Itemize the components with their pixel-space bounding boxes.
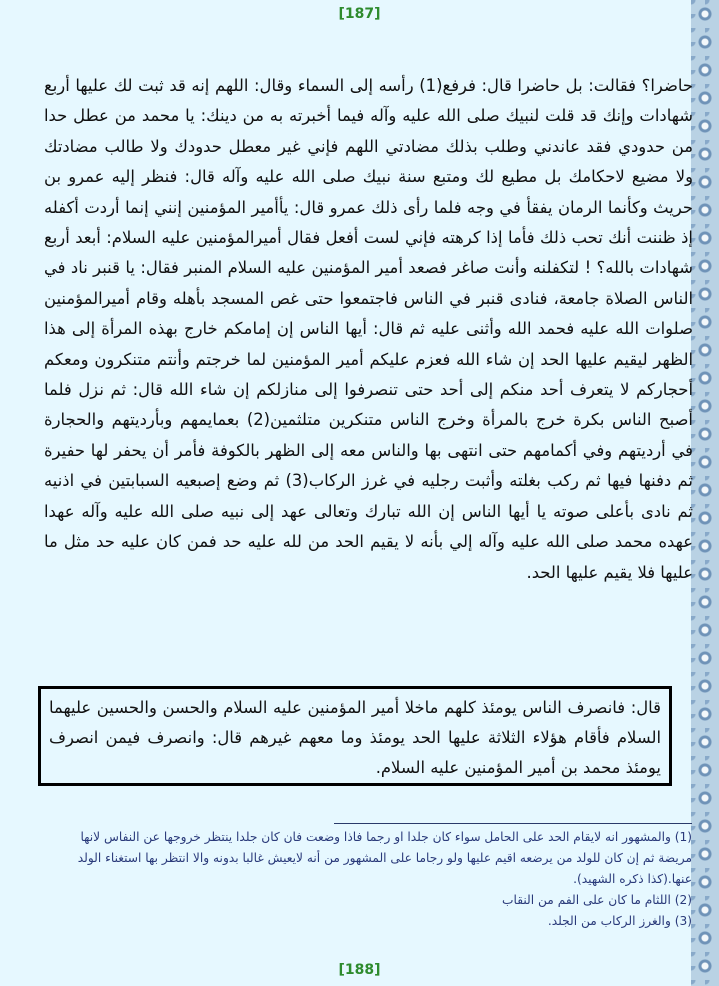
page-number-bottom: [188]: [338, 962, 381, 978]
page-number-top: [187]: [338, 6, 381, 22]
footnote-3: (3) والغرز الركاب من الجلد.: [547, 914, 692, 928]
decorative-page-border: [691, 0, 719, 986]
main-paragraph: حاضرا؟ فقالت: بل حاضرا قال: فرفع(1) رأسه إلى السماء وقال: اللهم إنه قد ثبت لك عليها أربع شهادات وإنك قد قلت لنبيك صلى الله عليه وآله فيما أخبرته به من دينك: يا محمد من عطل حدا من حدودي فقد عاندني وطلب بذلك مضادتي اللهم فإني غير معطل حدودك ولا طالب مضادتك ولا مضيع لاحكامك بل مطيع لك ومتبع سنة نبيك صلى الله عليه وآله قال: فنظر إليه عمرو بن حريث وكأنما الرمان يفقأ في وجه فلما رأى ذلك عمرو قال: يأأمير المؤمنين إنني إنما أردت أكفله إذ ظننت أنك تحب ذلك فأما إذا كرهته فإني لست أفعل فقال أميرالمؤمنين عليه السلام: أبعد أربع شهادات بالله؟ ! لتكفلنه وأنت صاغر فصعد أمير المؤمنين عليه السلام المنبر فقال: يا قنبر ناد في الناس الصلاة جامعة، فنادى قنبر في الناس فاجتمعوا حتى غص المسجد بأهله وقام أميرالمؤمنين صلوات الله عليه فحمد الله وأثنى عليه ثم قال: أيها الناس إن إمامكم خارج بهذه المرأة إلى هذا الظهر ليقيم عليها الحد إن شاء الله فعزم عليكم أمير المؤمنين لما خرجتم وأنتم متنكرون ومعكم أحجاركم لا يتعرف أحد منكم إلى أحد حتى تنصرفوا إلى منازلكم إن شاء الله قال: ثم نزل فلما أصبح الناس بكرة خرج بالمرأة وخرج الناس متنكرين متلثمين(2) بعمايمهم وبأرديتهم والحجارة في أرديتهم وفي أكمامهم حتى انتهى بها والناس معه إلى الظهر بالكوفة فأمر أن يحفر لها حفيرة ثم دفنها فيها ثم ركب بغلته وأثبت رجليه في غرز الركاب(3) ثم وضع إصبعيه السبابتين في اذنيه ثم نادى بأعلى صوته يا أيها الناس إن الله تبارك وتعالى عهد إلى نبيه صلى الله عليه وآله عهدا عهده محمد صلى الله عليه وآله إلي بأنه لا يقيم الحد من لله عليه حد فمن كان عليه حد مثل ما عليها فلا يقيم عليها الحد.: [44, 76, 693, 582]
footnote-2: (2) اللثام ما كان على الفم من النقاب: [502, 893, 692, 907]
footnotes-section: [52, 827, 692, 932]
highlighted-passage-box: [38, 686, 672, 786]
footnote-divider: [334, 823, 692, 824]
footnote-1: (1) والمشهور انه لايقام الحد على الحامل سواء كان جلدا او رجما فاذا وضعت فان كان جلدا ينتظر خروجها عن النفاس لانها مريضة ثم إن كان للولد من يرضعه اقيم عليها ولو رجاما على المشهور من أنه لايعيش غالبا بدونه والا انتظر بها استغناء الولد عنها.(كذا ذكره الشهيد).: [77, 830, 692, 886]
boxed-paragraph: قال: فانصرف الناس يومئذ كلهم ماخلا أمير المؤمنين عليه السلام والحسن والحسين عليهما السلام فأقام هؤلاء الثلاثة عليها الحد يومئذ وما معهم غيرهم قال: وانصرف فيمن انصرف يومئذ محمد بن أمير المؤمنين عليه السلام.: [49, 698, 661, 777]
